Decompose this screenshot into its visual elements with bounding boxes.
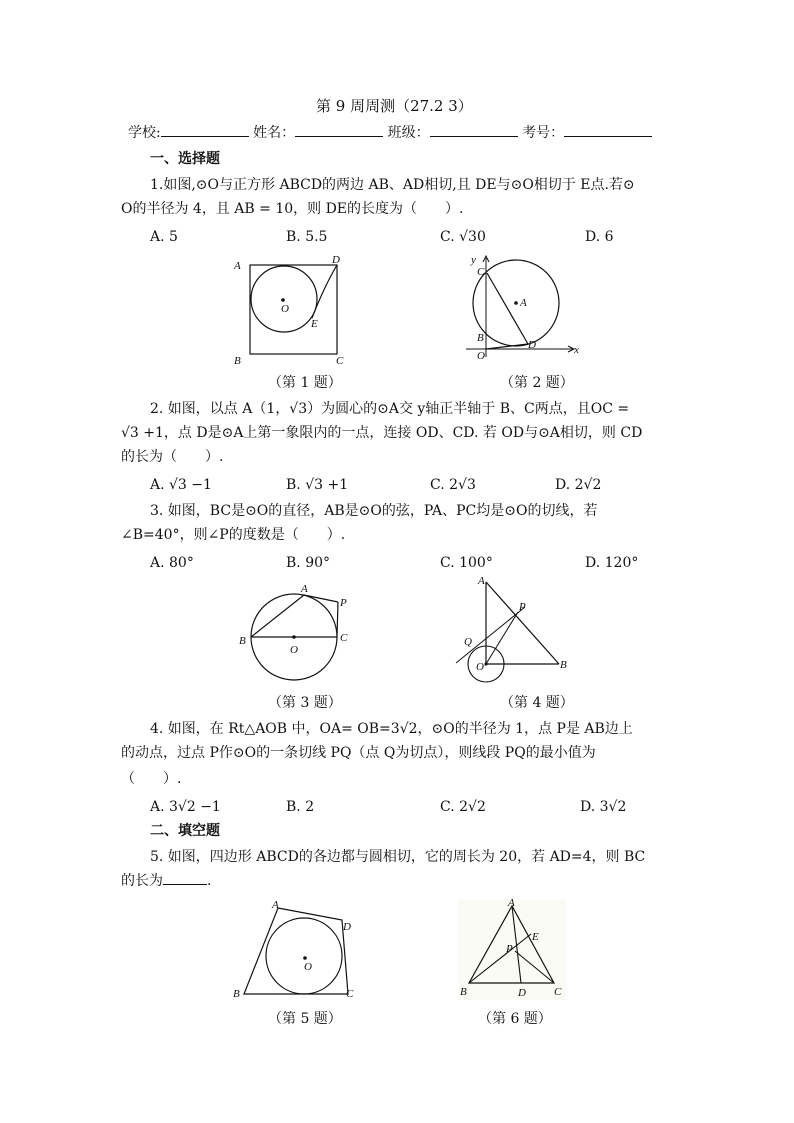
q1-option-a: A. 5 <box>150 229 178 245</box>
fig5-label-d: D <box>343 921 351 933</box>
fig5-label-a: A <box>272 900 279 911</box>
fig6-label-a: A <box>508 897 515 909</box>
fig6-label-d: D <box>518 987 526 999</box>
q3-line1: 3. 如图，BC是⊙O的直径，AB是⊙O的弦，PA、PC均是⊙O的切线，若 <box>150 503 598 519</box>
fig2-label-o: O <box>477 350 485 362</box>
fig3-label-p: P <box>340 597 347 609</box>
figure-2-coordinate-circle <box>462 252 582 364</box>
page-title: 第 9 周周测（27.2 3） <box>316 97 473 115</box>
q5-line2-text: 的长为 <box>121 873 163 889</box>
section-choice-heading: 一、选择题 <box>150 151 220 167</box>
q3-line2: ∠B=40°，则∠P的度数是（ ）. <box>121 527 346 543</box>
q1-line2: O的半径为 4，且 AB = 10，则 DE的长度为（ ）. <box>121 201 464 217</box>
fig2-label-d: D <box>528 339 536 351</box>
class-field[interactable] <box>430 122 518 137</box>
q4-line1: 4. 如图，在 Rt△AOB 中，OA= OB=3√2，⊙O的半径为 1，点 P是 AB边上 <box>150 721 633 737</box>
q2-option-b: B. √3 +1 <box>286 477 349 493</box>
fig5-label-c: C <box>346 988 354 1000</box>
q4-line3: （ ）. <box>121 771 182 787</box>
q5-line2: 的长为 . <box>121 870 211 892</box>
q3-option-c: C. 100° <box>440 555 493 571</box>
fig4-label-b: B <box>560 659 567 671</box>
fig4-label-a: A <box>478 575 485 587</box>
q3-option-d: D. 120° <box>585 555 639 571</box>
q2-line3: 的长为（ ）. <box>121 449 224 465</box>
q4-option-d: D. 3√2 <box>580 799 627 815</box>
caption-fig4: （第 4 题） <box>500 695 574 711</box>
q3-option-b: B. 90° <box>286 555 331 571</box>
fig2-label-b: B <box>477 332 484 344</box>
fig1-label-o: O <box>281 303 289 315</box>
fig6-label-b: B <box>460 986 467 998</box>
q2-option-a: A. √3 −1 <box>150 477 212 493</box>
q5-answer-blank[interactable] <box>163 870 207 885</box>
fig5-label-o: O <box>304 961 312 973</box>
fig6-label-e: E <box>532 931 539 943</box>
q4-option-c: C. 2√2 <box>440 799 486 815</box>
fig2-label-a: A <box>520 297 527 309</box>
fig2-label-x: x <box>574 344 579 356</box>
fig4-label-q: Q <box>464 636 472 648</box>
exam-no-label: 考号： <box>522 125 565 141</box>
figure-5-quadrilateral-incircle <box>230 900 360 1004</box>
q4-option-b: B. 2 <box>286 799 315 815</box>
q2-line1: 2. 如图，以点 A（1，√3）为圆心的⊙A交 y轴正半轴于 B、C两点，且OC = <box>150 401 630 417</box>
fig4-label-o: O <box>476 661 484 673</box>
figure-6-triangle-cevians <box>454 896 572 1006</box>
caption-fig3: （第 3 题） <box>268 695 342 711</box>
caption-fig6: （第 6 题） <box>478 1011 552 1027</box>
caption-fig2: （第 2 题） <box>500 375 574 391</box>
q2-option-d: D. 2√2 <box>555 477 602 493</box>
q1-option-d: D. 6 <box>585 229 614 245</box>
fig2-label-c: C <box>477 266 485 278</box>
caption-fig5: （第 5 题） <box>268 1011 342 1027</box>
fig3-label-o: O <box>290 644 298 656</box>
q2-line2: √3 +1，点 D是⊙A上第一象限内的一点，连接 OD、CD. 若 OD与⊙A相切，则 CD <box>121 425 643 441</box>
school-field[interactable] <box>161 122 249 137</box>
school-label: 学校: <box>128 125 161 141</box>
fig6-label-c: C <box>554 986 562 998</box>
q4-line2: 的动点，过点 P作⊙O的一条切线 PQ（点 Q为切点），则线段 PQ的最小值为 <box>121 745 596 761</box>
fig1-label-c: C <box>336 355 344 367</box>
q1-line1: 1.如图,⊙O与正方形 ABCD的两边 AB、AD相切,且 DE与⊙O相切于 E点.若⊙ <box>150 177 635 193</box>
fig1-label-a: A <box>234 260 241 272</box>
fig1-label-d: D <box>332 254 340 266</box>
q3-option-a: A. 80° <box>150 555 194 571</box>
q5-line1: 5. 如图，四边形 ABCD的各边都与圆相切，它的周长为 20，若 AD=4，则 BC <box>150 849 646 865</box>
figure-1-square-circle <box>226 252 356 370</box>
fig2-label-y: y <box>471 254 476 266</box>
figure-3-circle-tangents <box>234 582 360 690</box>
fig3-label-a: A <box>301 583 308 595</box>
name-field[interactable] <box>295 122 383 137</box>
q1-option-c: C. √30 <box>440 229 486 245</box>
fig1-label-b: B <box>234 355 241 367</box>
q4-option-a: A. 3√2 −1 <box>150 799 221 815</box>
caption-fig1: （第 1 题） <box>268 375 342 391</box>
figure-4-triangle-circle <box>450 574 572 686</box>
exam-no-field[interactable] <box>564 122 652 137</box>
name-label: 姓名： <box>253 125 296 141</box>
class-label: 班级： <box>387 125 430 141</box>
q2-option-c: C. 2√3 <box>430 477 476 493</box>
fig6-label-p: P <box>506 943 513 955</box>
fig3-label-b: B <box>239 635 246 647</box>
section-fill-heading: 二、填空题 <box>150 823 220 839</box>
fig4-label-p: P <box>519 601 526 613</box>
fig1-label-e: E <box>311 318 318 330</box>
student-info-row <box>128 122 652 144</box>
fig5-label-b: B <box>233 988 240 1000</box>
q1-option-b: B. 5.5 <box>286 229 328 245</box>
fig3-label-c: C <box>340 632 348 644</box>
